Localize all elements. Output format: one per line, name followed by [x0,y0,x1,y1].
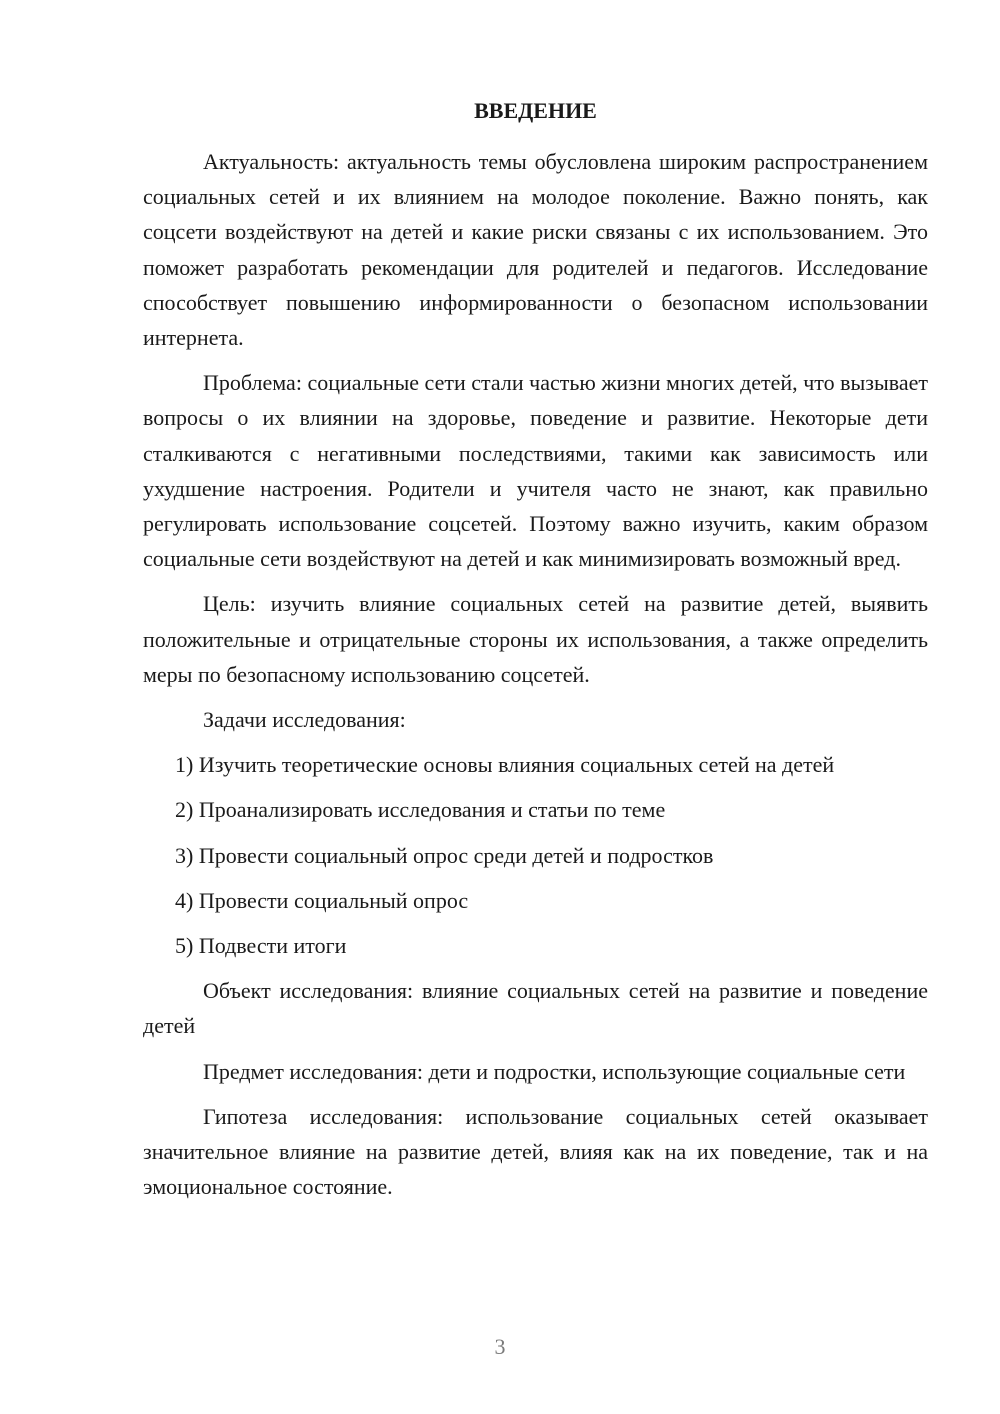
task-item-3: 3) Провести социальный опрос среди детей и подростков [175,842,714,868]
paragraph-problem: Проблема: социальные сети стали частью жизни многих детей, что вызывает вопросы о их влиянии на здоровье, поведение и развитие. Некоторые дети сталкиваются с негативными последствиями, такими как зависимость или ухудшение настроения. Родители и учителя часто не знают, как правильно регулировать использование соцсетей. Поэтому важно изучить, каким образом социальные сети воздействуют на детей и как минимизировать возможный вред. [143,370,928,572]
paragraph-hypothesis: Гипотеза исследования: использование социальных сетей оказывает значительное влияние на развитие детей, влияя как на их поведение, так и на эмоциональное состояние. [143,1103,928,1200]
document-page [143,95,928,1214]
tasks-heading: Задачи исследования: [203,707,406,733]
task-item-4: 4) Провести социальный опрос [175,887,469,913]
paragraph-subject: Предмет исследования: дети и подростки, использующие социальные сети [203,1058,906,1084]
paragraph-relevance: Актуальность: актуальность темы обусловлена широким распространением социальных сетей и их влиянием на молодое поколение. Важно понять, как соцсети воздействуют на детей и какие риски связаны с их использованием. Это поможет разработать рекомендации для родителей и педагогов. Исследование способствует повышению информированности о безопасном использовании интернета. [143,149,928,351]
task-item-1: 1) Изучить теоретические основы влияния социальных сетей на детей [175,752,835,778]
task-item-5: 5) Подвести итоги [175,933,347,959]
paragraph-goal: Цель: изучить влияние социальных сетей на развитие детей, выявить положительные и отрицательные стороны их использования, а также определить меры по безопасному использованию соцсетей. [143,591,928,687]
task-item-2: 2) Проанализировать исследования и статьи по теме [175,797,666,823]
tasks-list [143,747,928,963]
page-number: 3 [494,1334,506,1359]
paragraph-object: Объект исследования: влияние социальных сетей на развитие и поведение детей [143,978,928,1039]
page-title: ВВЕДЕНИЕ [474,98,597,123]
